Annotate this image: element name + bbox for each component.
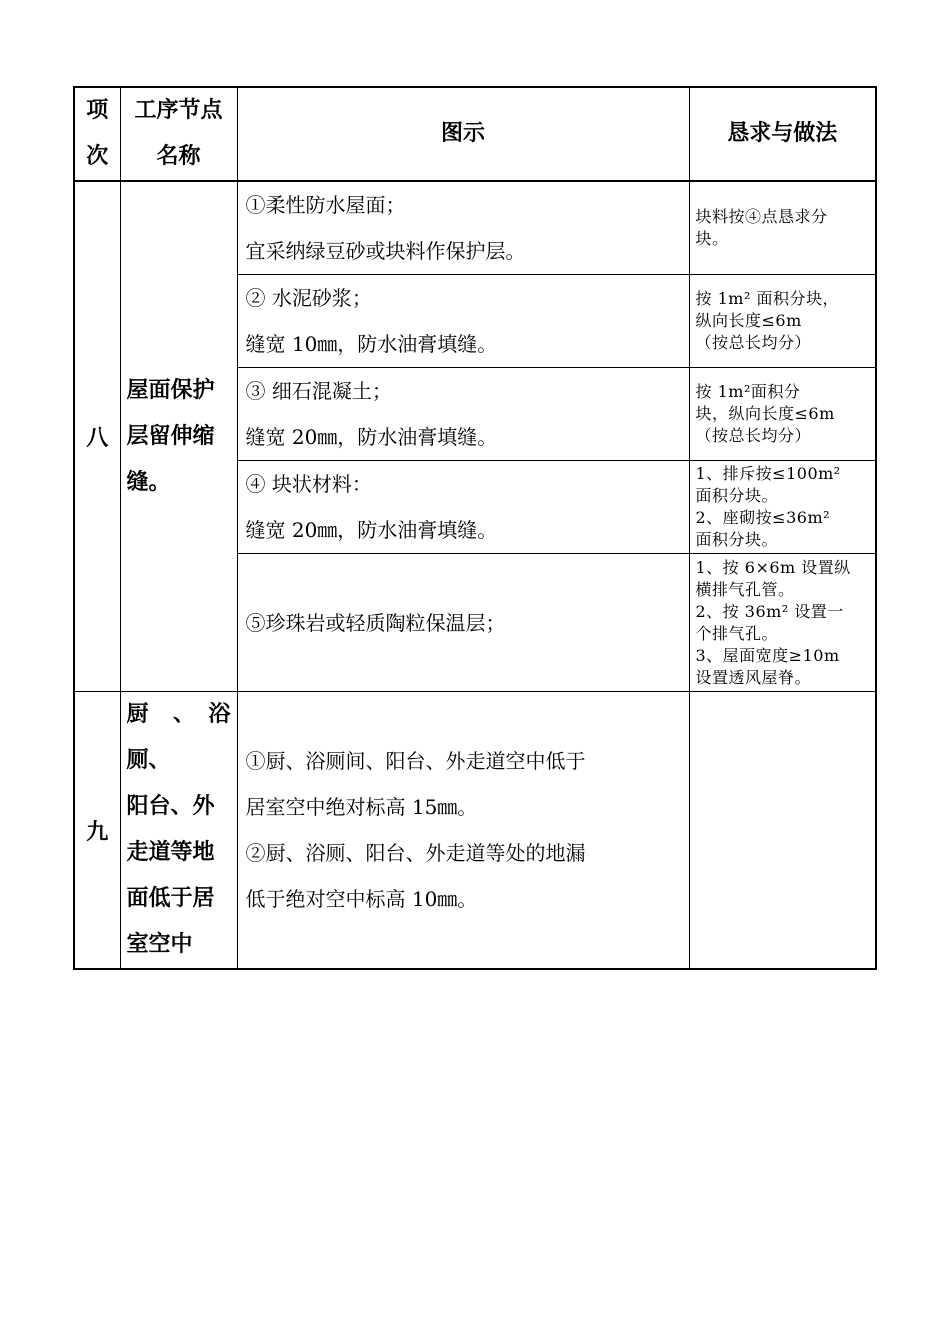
requirement-line: 个排气孔。	[695, 623, 779, 643]
requirement-cell	[689, 461, 876, 554]
requirement-line: 块。	[695, 229, 729, 248]
requirement-line: 2、座砌按≤36m²	[695, 508, 831, 527]
requirement-line: 块，纵向长度≤6m	[695, 404, 835, 423]
figure-line: ⑤珍珠岩或轻质陶粒保温层；	[245, 610, 506, 635]
process-name-line: 缝。	[126, 469, 171, 495]
requirement-line: （按总长均分）	[695, 426, 812, 445]
requirement-line: 设置透风屋脊。	[695, 667, 812, 687]
construction-spec-table	[73, 86, 877, 970]
requirement-line: 横排气孔管。	[695, 579, 795, 599]
header-item-no-line2: 次	[86, 144, 109, 169]
figure-line: 缝宽 20㎜，防水油膏填缝。	[245, 425, 498, 449]
figure-line: 居室空中绝对标高 15㎜。	[245, 795, 478, 819]
figure-line: 低于绝对空中标高 10㎜。	[245, 887, 478, 911]
header-item-no-line1: 项	[86, 98, 109, 123]
header-figure: 图示	[237, 87, 689, 181]
requirement-line: 纵向长度≤6m	[695, 311, 802, 330]
header-process-name-line2: 名称	[156, 144, 201, 169]
figure-line: ①柔性防水屋面；	[245, 193, 406, 217]
figure-line: ④ 块状材料：	[245, 472, 372, 496]
figure-line: 宜采纳绿豆砂或块料作保护层。	[245, 239, 526, 263]
requirement-cell	[689, 368, 876, 461]
figure-line: 缝宽 10㎜，防水油膏填缝。	[245, 332, 498, 356]
figure-cell	[237, 181, 689, 275]
header-process-name	[120, 87, 237, 181]
figure-cell	[237, 461, 689, 554]
header-requirements: 恳求与做法	[689, 87, 876, 181]
requirement-cell-empty	[689, 692, 876, 970]
requirement-line: （按总长均分）	[695, 333, 812, 352]
requirement-line: 2、按 36m² 设置一	[695, 601, 844, 621]
figure-cell	[237, 275, 689, 368]
process-name-line: 屋面保护	[126, 377, 215, 403]
figure-line: 缝宽 20㎜，防水油膏填缝。	[245, 518, 498, 542]
requirement-line: 1、排斥按≤100m²	[695, 464, 841, 483]
requirement-line: 面积分块。	[695, 486, 779, 505]
table-row	[74, 181, 876, 275]
figure-line: ①厨、浴厕间、阳台、外走道空中低于	[245, 749, 586, 773]
requirement-cell	[689, 181, 876, 275]
table-header-row	[74, 87, 876, 181]
requirement-line: 1、按 6×6m 设置纵	[695, 557, 851, 577]
row-process-name	[120, 181, 237, 692]
figure-line: ③ 细石混凝土；	[245, 379, 392, 403]
header-process-name-line1: 工序节点	[134, 98, 223, 123]
requirement-line: 按 1m² 面积分块，	[695, 289, 839, 308]
figure-cell	[237, 368, 689, 461]
figure-line: ② 水泥砂浆；	[245, 286, 372, 310]
figure-cell	[237, 554, 689, 692]
requirement-line: 块料按④点恳求分	[695, 207, 828, 226]
table-row	[74, 692, 876, 970]
figure-line: ②厨、浴厕、阳台、外走道等处的地漏	[245, 841, 586, 865]
process-name-line: 面低于居	[126, 886, 215, 911]
requirement-line: 按 1m²面积分	[695, 382, 801, 401]
row-process-name	[120, 692, 237, 970]
figure-cell	[237, 692, 689, 970]
process-name-line: 室空中	[126, 932, 193, 957]
requirement-line: 3、屋面宽度≥10m	[695, 645, 840, 665]
requirement-cell	[689, 275, 876, 368]
process-name-line: 走道等地	[126, 840, 215, 865]
process-name-line: 厨 、 浴	[126, 702, 231, 727]
requirement-line: 面积分块。	[695, 530, 779, 549]
requirement-cell	[689, 554, 876, 692]
row-number: 九	[74, 692, 120, 970]
header-item-no	[74, 87, 120, 181]
process-name-line: 阳台、外	[126, 794, 215, 819]
process-name-line: 层留伸缩	[126, 423, 215, 449]
row-number: 八	[74, 181, 120, 692]
process-name-line: 厕、	[126, 748, 171, 773]
